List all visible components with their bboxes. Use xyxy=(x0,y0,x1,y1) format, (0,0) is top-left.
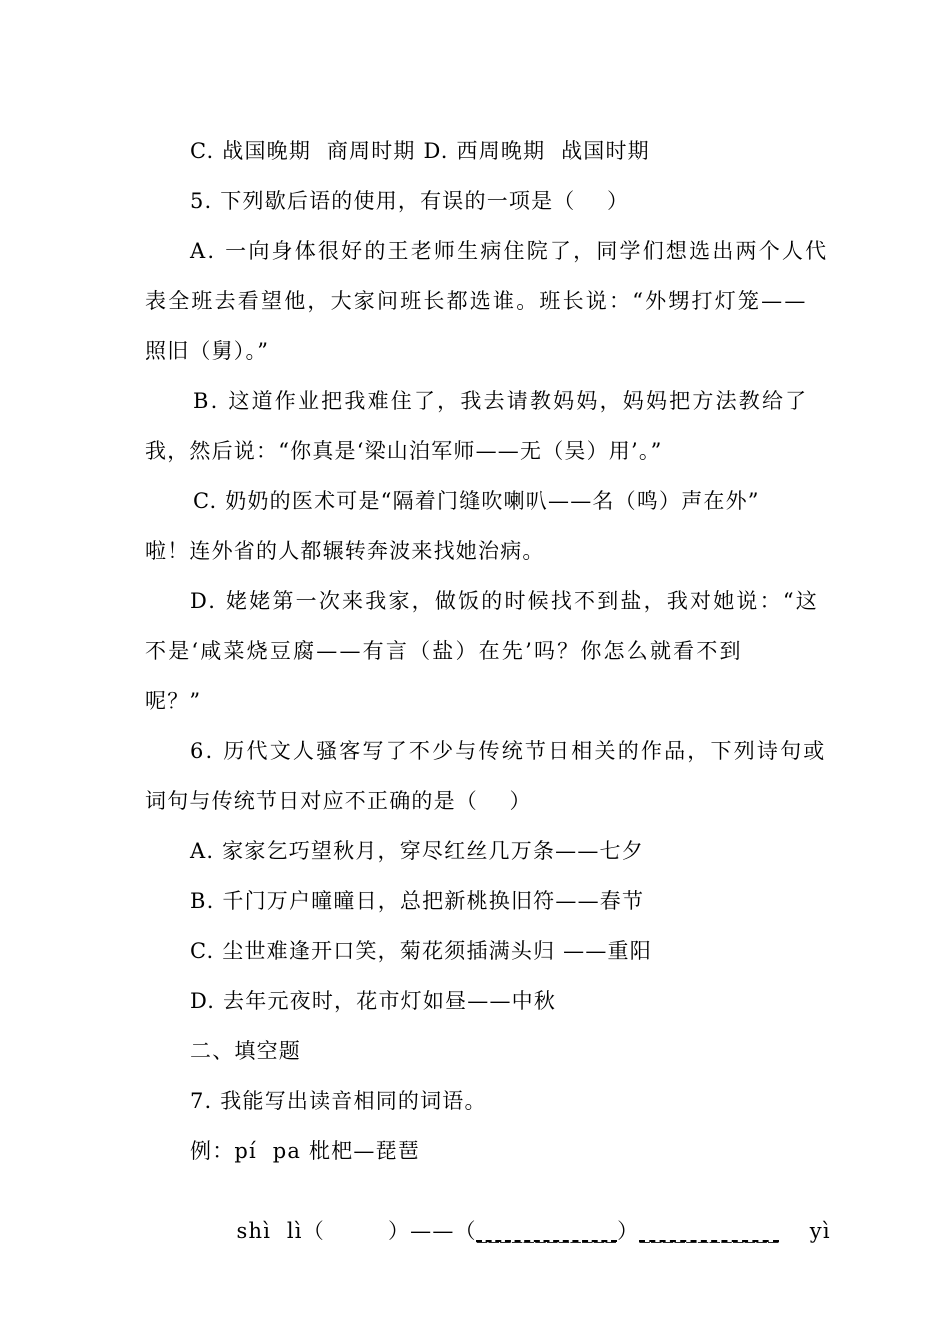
close-paren: ） xyxy=(617,1219,640,1243)
q5-option-a-line2: 表全班去看望他，大家问班长都选谁。班长说：“外甥打灯笼—— xyxy=(145,289,808,313)
pinyin-shili: shì lì（ xyxy=(236,1219,325,1243)
q6-option-b: B. 千门万户曈曈日，总把新桃换旧符——春节 xyxy=(190,889,645,913)
question-6-line2: 词句与传统节日对应不正确的是（ ） xyxy=(145,789,532,813)
option-c-q4: C. 战国晚期 商周时期 D. 西周晚期 战国时期 xyxy=(190,139,650,163)
q5-option-b-line2: 我，然后说：“你真是‘梁山泊军师——无（吴）用’。” xyxy=(145,439,663,463)
dash-separator: ）——（ xyxy=(387,1219,477,1243)
answer-blank-2[interactable]: ____________ xyxy=(476,1219,618,1243)
q6-option-d: D. 去年元夜时，花市灯如昼——中秋 xyxy=(190,989,557,1013)
question-7-example: 例：pí pa 枇杷—琵琶 xyxy=(190,1139,420,1163)
q6-option-a: A. 家家乞巧望秋月，穿尽红丝几万条——七夕 xyxy=(190,839,644,863)
pinyin-yi: yì xyxy=(809,1219,831,1243)
q5-option-a-line1: A. 一向身体很好的王老师生病住院了，同学们想选出两个人代 xyxy=(190,239,829,263)
q5-option-d-line3: 呢？” xyxy=(145,689,202,713)
q5-option-a-line3: 照旧（舅）。” xyxy=(145,339,270,363)
q5-option-d-line2: 不是‘咸菜烧豆腐——有言（盐）在先’吗？你怎么就看不到 xyxy=(145,639,743,663)
q5-option-c-line2: 啦！连外省的人都辗转奔波来找她治病。 xyxy=(145,539,545,563)
q5-option-c-line1: C. 奶奶的医术可是“隔着门缝吹喇叭——名（鸣）声在外” xyxy=(193,489,760,513)
q6-option-c: C. 尘世难逢开口笑，菊花须插满头归 ——重阳 xyxy=(190,939,652,963)
question-5: 5. 下列歇后语的使用，有误的一项是（ ） xyxy=(190,189,630,213)
section-heading-fill-in: 二、填空题 xyxy=(190,1039,301,1063)
answer-blank-1[interactable] xyxy=(325,1219,388,1243)
q5-option-b-line1: B. 这道作业把我难住了，我去请教妈妈，妈妈把方法教给了 xyxy=(193,389,809,413)
question-7: 7. 我能写出读音相同的词语。 xyxy=(190,1089,487,1113)
question-6-line1: 6. 历代文人骚客写了不少与传统节日相关的作品，下列诗句或 xyxy=(190,739,827,763)
q5-option-d-line1: D. 姥姥第一次来我家，做饭的时候找不到盐，我对她说：“这 xyxy=(190,589,819,613)
question-7-answer-line xyxy=(205,1186,831,1243)
answer-blank-3[interactable]: ____________ xyxy=(639,1219,780,1243)
